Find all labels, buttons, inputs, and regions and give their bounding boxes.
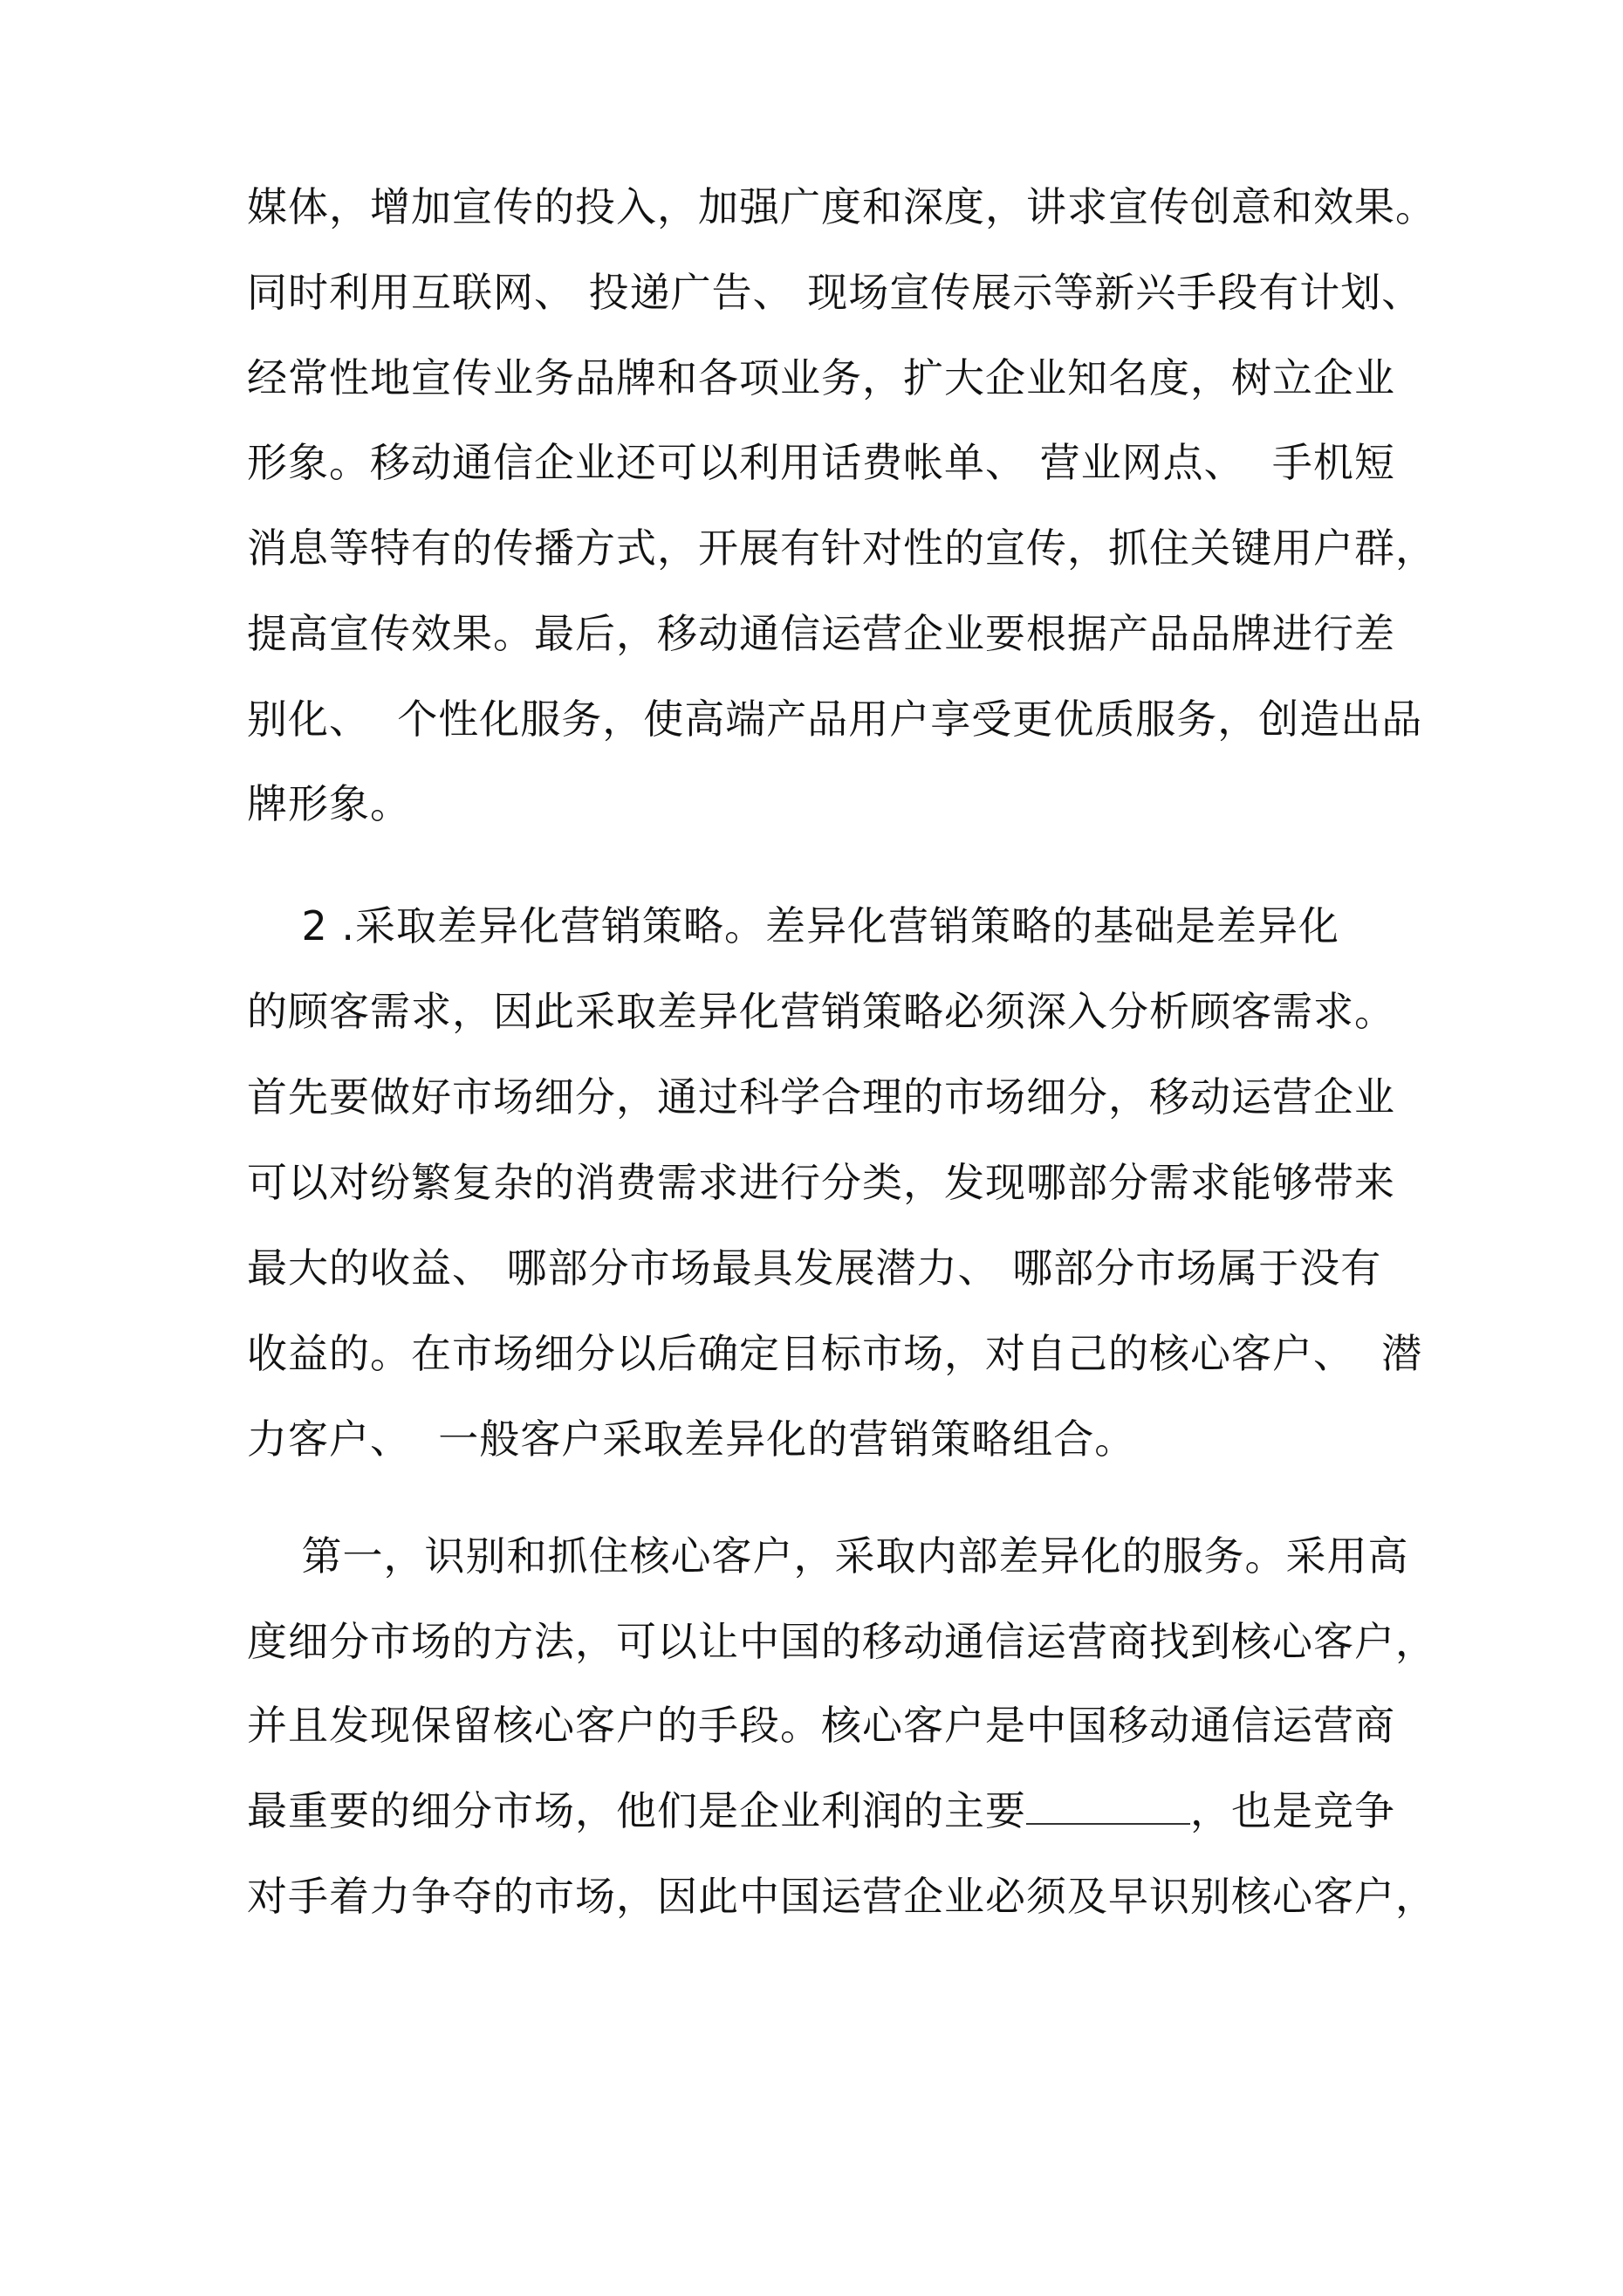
- text-line: 牌形象。: [247, 780, 411, 827]
- text-line: 并且发现保留核心客户的手段。核心客户是中国移动通信运营商: [247, 1702, 1395, 1749]
- text-line: 最大的收益、 哪部分市场最具发展潜力、 哪部分市场属于没有: [247, 1244, 1382, 1292]
- text-line-with-blank: [247, 1785, 1395, 1837]
- text-line: 别化、 个性化服务，使高端产品用户享受更优质服务，创造出品: [247, 696, 1423, 743]
- text-line: 经常性地宣传业务品牌和各项业务，扩大企业知名度，树立企业: [247, 354, 1395, 401]
- text-line: 收益的。在市场细分以后确定目标市场，对自己的核心客户、 潜: [247, 1330, 1423, 1377]
- text-line: 的顾客需求，因此采取差异化营销策略必须深入分析顾客需求。: [247, 988, 1395, 1035]
- text-line: 对手着力争夺的市场，因此中国运营企业必须及早识别核心客户，: [247, 1873, 1436, 1920]
- text-line: 首先要做好市场细分，通过科学合理的市场细分，移动运营企业: [247, 1073, 1395, 1121]
- text-line: 消息等特有的传播方式，开展有针对性的宣传，抓住关键用户群，: [247, 524, 1436, 572]
- text-line: 度细分市场的方法，可以让中国的移动通信运营商找到核心客户，: [247, 1618, 1436, 1665]
- text-segment: ，也是竞争: [1190, 1787, 1395, 1834]
- text-line: 2 .采取差异化营销策略。差异化营销策略的基础是差异化: [247, 902, 1339, 949]
- text-line: 第一，识别和抓住核心客户，采取内部差异化的服务。采用高: [247, 1532, 1409, 1580]
- text-line: 同时利用互联网、 投递广告、 现场宣传展示等新兴手段有计划、: [247, 269, 1423, 316]
- text-line: 可以对纷繁复杂的消费需求进行分类，发现哪部分需求能够带来: [247, 1159, 1395, 1206]
- text-line: 媒体，增加宣传的投入，加强广度和深度，讲求宣传创意和效果。: [247, 183, 1436, 230]
- text-line: 提高宣传效果。最后，移动通信运营企业要根据产品品牌进行差: [247, 610, 1395, 657]
- text-line: 力客户、 一般客户采取差异化的营销策略组合。: [247, 1415, 1136, 1463]
- text-line: 形象。移动通信企业还可以利用话费帐单、 营业网点、 手机短: [247, 439, 1395, 486]
- fill-in-blank: [1026, 1785, 1190, 1825]
- text-segment: 最重要的细分市场，他们是企业利润的主要: [247, 1787, 1026, 1834]
